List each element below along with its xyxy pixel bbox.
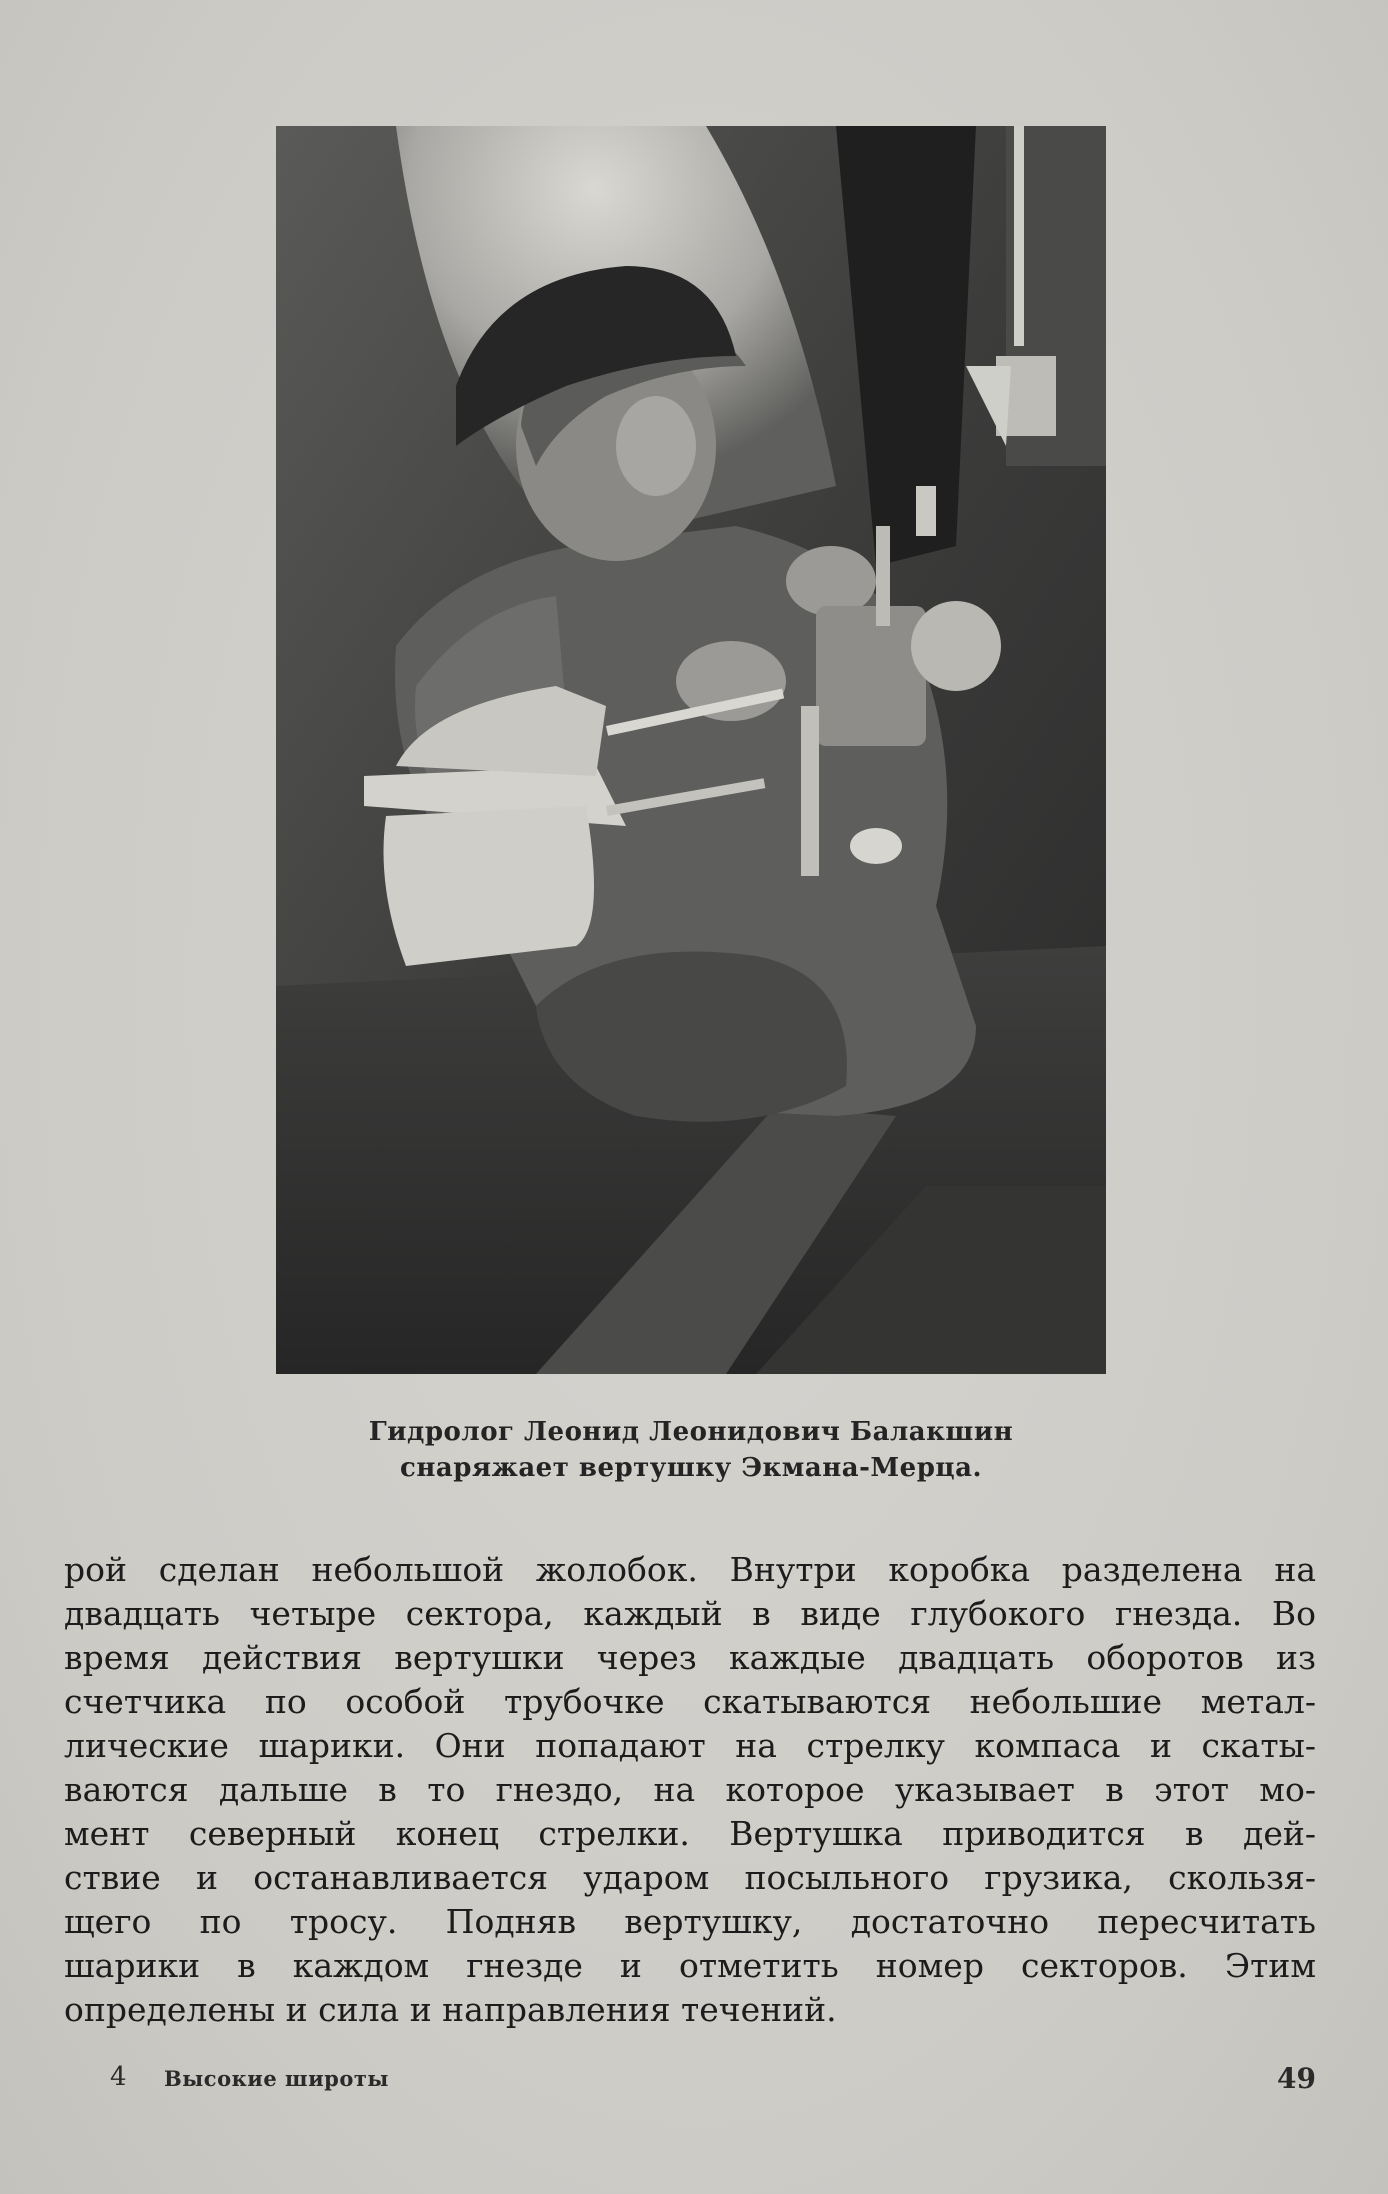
hydrologist-photo [276,126,1106,1374]
text-line: определены и сила и направления течений. [64,1990,837,2029]
text-line: счетчика по особой трубочке скатываются небольшие метал- [64,1682,1316,1721]
text-line: шарики в каждом гнезде и отметить номер секторов. Этим [64,1946,1316,1985]
page-number: 49 [1277,2062,1316,2095]
text-line: двадцать четыре сектора, каждый в виде глубокого гнезда. Во [64,1594,1316,1633]
text-line: ствие и останавливается ударом посыльного грузика, скользя- [64,1858,1316,1897]
text-line: щего по тросу. Подняв вертушку, достаточно пересчитать [64,1902,1316,1941]
photograph [276,126,1106,1374]
body-paragraph [64,1548,1316,2032]
page-footer [64,2062,1316,2102]
caption-line: Гидролог Леонид Леонидович Балакшин [368,1417,1014,1447]
photo-caption [276,1414,1106,1486]
text-line: рой сделан небольшой жолобок. Внутри коробка разделена на [64,1550,1316,1589]
text-line: ваются дальше в то гнездо, на которое указывает в этот мо- [64,1770,1316,1809]
signature-mark: 4 [110,2062,127,2092]
caption-line: снаряжает вертушку Экмана-Мерца. [399,1453,983,1483]
running-footer-title: Высокие широты [164,2066,389,2091]
text-line: мент северный конец стрелки. Вертушка приводится в дей- [64,1814,1316,1853]
text-line: лические шарики. Они попадают на стрелку компаса и скаты- [64,1726,1316,1765]
text-line: время действия вертушки через каждые двадцать оборотов из [64,1638,1316,1677]
